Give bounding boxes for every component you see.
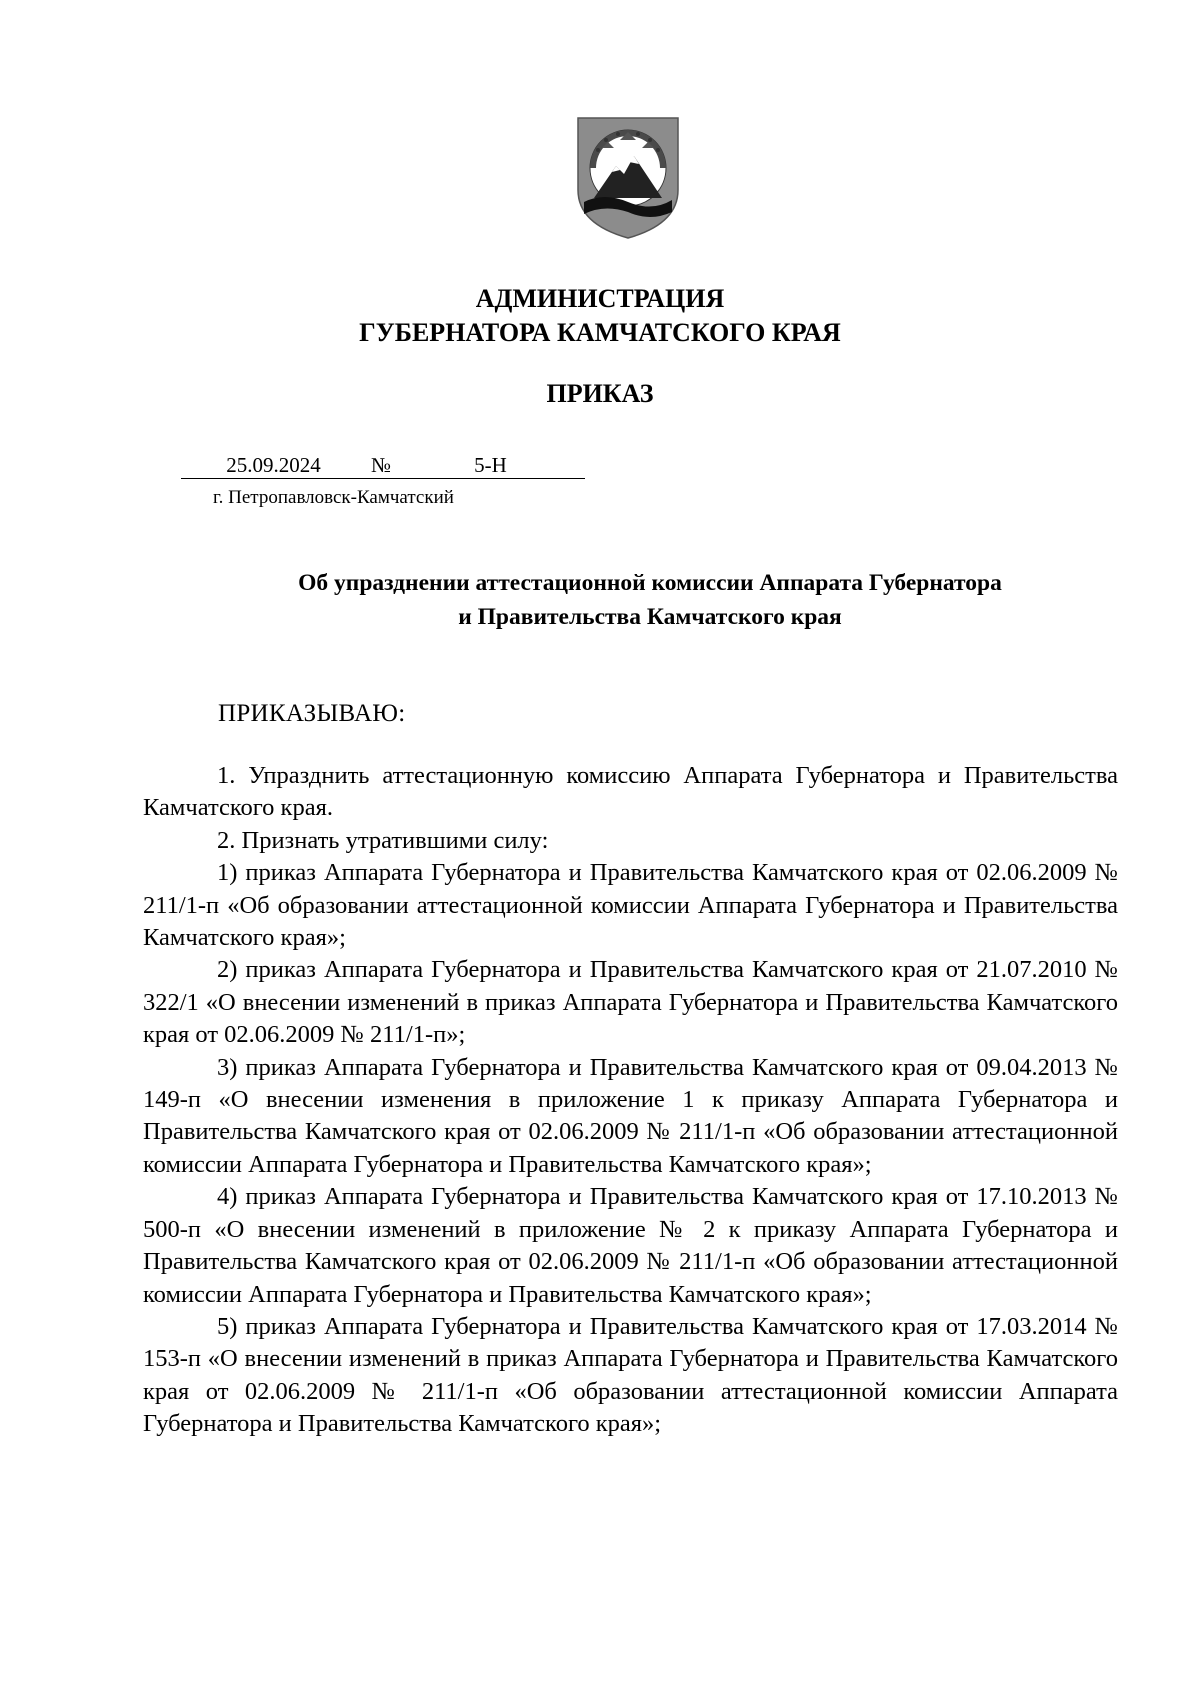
document-date: 25.09.2024 xyxy=(181,452,366,479)
subparagraph-4: 4) приказ Аппарата Губернатора и Правительства Камчатского края от 17.10.2013 № 500-п «О внесении изменений в приложение № 2 к приказу Аппарата Губернатора и Правительства Камчатского края от 02.06.2009 № 211/1-п «Об образовании аттестационной комиссии Аппарата Губернатора и Правительства Камчатского края»; xyxy=(143,1183,1118,1308)
decree-word: ПРИКАЗЫВАЮ: xyxy=(218,700,406,727)
date-number-line xyxy=(181,452,585,482)
document-city: г. Петропавловск-Камчатский xyxy=(213,487,454,508)
document-title-line2: и Правительства Камчатского края xyxy=(458,604,842,630)
organization-name-line1: АДМИНИСТРАЦИЯ xyxy=(475,284,725,313)
document-title-line1: Об упразднении аттестационной комиссии Аппарата Губернатора xyxy=(298,570,1002,596)
kamchatka-coat-of-arms-icon xyxy=(574,112,682,242)
organization-name-line2: ГУБЕРНАТОРА КАМЧАТСКОГО КРАЯ xyxy=(359,318,841,347)
document-type: ПРИКАЗ xyxy=(546,379,654,408)
document-number: 5-Н xyxy=(396,452,585,479)
subparagraph-2: 2) приказ Аппарата Губернатора и Правительства Камчатского края от 21.07.2010 № 322/1 «О внесении изменений в приказ Аппарата Губернатора и Правительства Камчатского края от 02.06.2009 № 211/1-п»; xyxy=(143,956,1118,1049)
subparagraph-3: 3) приказ Аппарата Губернатора и Правительства Камчатского края от 09.04.2013 № 149-п «О внесении изменения в приложение 1 к приказу Аппарата Губернатора и Правительства Камчатского края от 02.06.2009 № 211/1-п «Об образовании аттестационной комиссии Аппарата Губернатора и Правительства Камчатского края»; xyxy=(143,1053,1118,1178)
document-body xyxy=(143,760,1118,1441)
number-sign: № xyxy=(366,452,396,479)
paragraph-1: 1. Упразднить аттестационную комиссию Аппарата Губернатора и Правительства Камчатского края. xyxy=(143,762,1118,822)
subparagraph-5: 5) приказ Аппарата Губернатора и Правительства Камчатского края от 17.03.2014 № 153-п «О внесении изменений в приказ Аппарата Губернатора и Правительства Камчатского края от 02.06.2009 № 211/1-п «Об образовании аттестационной комиссии Аппарата Губернатора и Правительства Камчатского края»; xyxy=(143,1312,1118,1438)
subparagraph-1: 1) приказ Аппарата Губернатора и Правительства Камчатского края от 02.06.2009 № 211/1-п «Об образовании аттестационной комиссии Аппарата Губернатора и Правительства Камчатского края»; xyxy=(143,859,1118,952)
paragraph-2: 2. Признать утратившими силу: xyxy=(217,826,549,854)
